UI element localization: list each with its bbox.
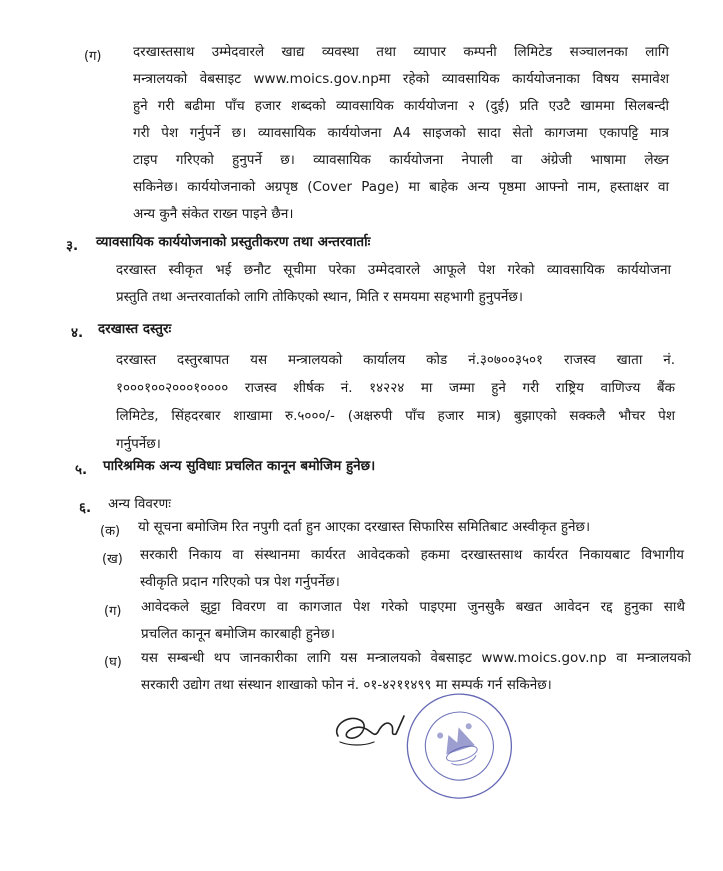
item-ga-line: टाइप गरिएको हुनुपर्ने छ। व्यावसायिक कार्ययोजना नेपाली वा अंग्रेजी भाषामा लेख्न	[133, 152, 669, 168]
section-4-line: दरखास्त दस्तुरबापत यस मन्त्रालयको कार्यालय कोड नं.३०७००३५०१ राजस्व खाता नं.	[116, 352, 675, 368]
section-5-text: पारिश्रमिक अन्य सुविधाः प्रचलित कानून बमोजिम हुनेछ।	[103, 458, 376, 474]
section-3-heading: व्यावसायिक कार्ययोजनाको प्रस्तुतीकरण तथा अन्तरवार्ताः	[96, 234, 371, 250]
item-ga-text	[133, 39, 669, 228]
section-6-kha-text	[140, 542, 684, 596]
section-6-line: स्वीकृति प्रदान गरिएको पत्र पेश गर्नुपर्नेछ।	[140, 574, 340, 590]
section-6-line: आवेदकले झुट्टा विवरण वा कागजात पेश गरेको पाइएमा जुनसुकै बखत आवेदन रद्द हुनुका साथै	[141, 599, 685, 615]
section-4-line: लिमिटेड, सिंहदरबार शाखामा रु.५०००/- (अक्षरुपी पाँच हजार मात्र) बुझाएको सक्कलै भौचर पेश	[116, 408, 675, 424]
section-4-line: गर्नुपर्नेछ।	[116, 436, 161, 452]
section-4-line: १०००१००२०००१०००० राजस्व शीर्षक नं. १४२२४ मा जम्मा हुने गरी राष्ट्रिय वाणिज्य बैंक	[116, 380, 675, 396]
section-4-body	[116, 346, 675, 458]
item-ga-line: गरी पेश गर्नुपर्ने छ। व्यावसायिक कार्ययोजना A4 साइजको सादा सेतो कागजमा एकापट्टि मात्र	[133, 125, 669, 141]
section-5-number: ५.	[75, 462, 88, 478]
section-3-line: प्रस्तुति तथा अन्तरवार्ताको लागि तोकिएको स्थान, मिति र समयमा सहभागी हुनुपर्नेछ।	[116, 289, 523, 305]
section-6-number: ६.	[79, 500, 92, 516]
item-ga-marker: (ग)	[84, 49, 102, 64]
item-ga-line: दरखास्तसाथ उम्मेदवारले खाद्य व्यवस्था तथा व्यापार कम्पनी लिमिटेड सञ्चालनका लागि	[133, 44, 669, 60]
section-3-number: ३.	[66, 238, 79, 254]
item-ga-line: सकिनेछ। कार्ययोजनाको अग्रपृष्ठ (Cover Page) मा बाहेक अन्य पृष्ठमा आफ्नो नाम, हस्ताक्षर वा	[133, 179, 669, 195]
item-ga-line: हुने गरी बढीमा पाँच हजार शब्दको व्यावसायिक कार्ययोजना २ (दुई) प्रति एउटै खाममा सिलबन्दी	[133, 98, 669, 114]
section-6-line: सरकारी उद्योग तथा संस्थान शाखाको फोन नं. ०१-४२११४९९ मा सम्पर्क गर्न सकिनेछ।	[141, 677, 552, 693]
official-seal	[395, 688, 525, 806]
section-6-ka-text	[138, 514, 590, 541]
section-6-line: सरकारी निकाय वा संस्थानमा कार्यरत आवेदकको हकमा दरखास्तसाथ कार्यरत निकायबाट विभागीय	[140, 547, 684, 563]
section-6-line: प्रचलित कानून बमोजिम कारबाही हुनेछ।	[141, 626, 335, 642]
section-6-heading: अन्य विवरणः	[108, 496, 171, 512]
section-6-kha-marker: (ख)	[102, 552, 123, 567]
section-6-line: यस सम्बन्धी थप जानकारीका लागि यस मन्त्रालयको वेबसाइट www.moics.gov.np वा मन्त्रालयको	[141, 650, 691, 666]
item-ga-line: मन्त्रालयको वेबसाइट www.moics.gov.npमा रहेको व्यावसायिक कार्ययोजनाका विषय समावेश	[133, 71, 669, 87]
section-3-line: दरखास्त स्वीकृत भई छनौट सूचीमा परेका उम्मेदवारले आफूले पेश गरेको व्यावसायिक कार्ययोजना	[116, 262, 671, 278]
section-6-gha-marker: (घ)	[104, 655, 122, 670]
section-3-body	[116, 257, 671, 311]
section-6-ga-text	[141, 594, 685, 648]
section-4-number: ४.	[71, 325, 84, 341]
section-4-heading: दरखास्त दस्तुरः	[98, 321, 172, 337]
section-6-ga-marker: (ग)	[104, 604, 122, 619]
section-6-line: यो सूचना बमोजिम रित नपुगी दर्ता हुन आएका दरखास्त सिफारिस समितिबाट अस्वीकृत हुनेछ।	[138, 519, 591, 535]
section-6-ka-marker: (क)	[100, 524, 121, 539]
item-ga-line: अन्य कुनै संकेत राख्न पाइने छैन।	[133, 206, 294, 222]
